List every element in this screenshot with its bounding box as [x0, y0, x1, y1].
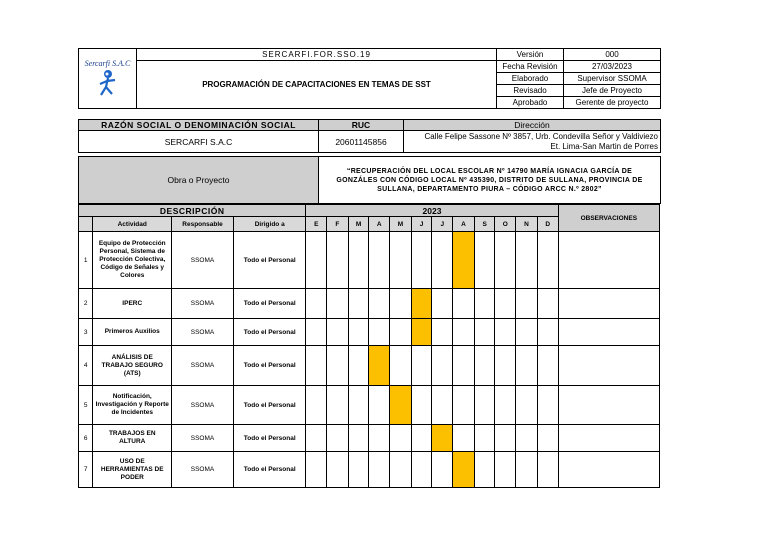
- direccion-value: [404, 131, 661, 153]
- scheduled-month-cell: [411, 319, 432, 346]
- obra-line: GONZÁLES CON CÓDIGO LOCAL Nº 435390, DISTRITO DE SULLANA, PROVINCIA DE: [336, 176, 643, 184]
- month-cell: [411, 346, 432, 386]
- month-cell: [369, 289, 390, 319]
- month-header: D: [537, 217, 558, 232]
- month-cell: [348, 319, 369, 346]
- month-cell: [474, 346, 495, 386]
- month-cell: [390, 346, 412, 386]
- table-row: [79, 425, 660, 452]
- month-cell: [516, 386, 538, 425]
- meta-label: Fecha Revisión: [497, 61, 564, 73]
- meta-value: 000: [564, 49, 661, 61]
- document-sheet: [78, 48, 660, 488]
- project-info: [78, 156, 661, 204]
- month-header: A: [453, 217, 475, 232]
- month-cell: [369, 386, 390, 425]
- activity-cell: IPERC: [93, 289, 172, 319]
- month-cell: [495, 289, 516, 319]
- month-cell: [495, 346, 516, 386]
- month-cell: [495, 319, 516, 346]
- razon-social-header: RAZÓN SOCIAL O DENOMINACIÓN SOCIAL: [79, 120, 319, 131]
- month-cell: [306, 346, 327, 386]
- month-header: O: [495, 217, 516, 232]
- direccion-line: Et. Lima-San Martin de Porres: [550, 141, 658, 151]
- month-cell: [432, 386, 453, 425]
- row-number: 1: [79, 232, 93, 289]
- month-cell: [537, 425, 558, 452]
- month-cell: [432, 232, 453, 289]
- responsible-cell: SSOMA: [172, 346, 234, 386]
- activity-cell: Primeros Auxilios: [93, 319, 172, 346]
- observaciones-header: OBSERVACIONES: [558, 205, 659, 232]
- month-cell: [516, 232, 538, 289]
- table-row: [79, 386, 660, 425]
- month-cell: [495, 425, 516, 452]
- scheduled-month-cell: [390, 386, 412, 425]
- month-cell: [348, 386, 369, 425]
- activity-cell: USO DE HERRAMIENTAS DE PODER: [93, 452, 172, 488]
- training-schedule-table: [78, 204, 660, 488]
- dirigido-header: Dirigido a: [234, 217, 306, 232]
- month-cell: [453, 346, 475, 386]
- month-cell: [369, 232, 390, 289]
- direccion-line: Calle Felipe Sassone Nº 3857, Urb. Condevilla Señor y Valdiviezo: [424, 131, 658, 141]
- target-cell: Todo el Personal: [234, 289, 306, 319]
- table-row: [79, 452, 660, 488]
- month-cell: [474, 452, 495, 488]
- month-cell: [327, 386, 349, 425]
- month-cell: [411, 452, 432, 488]
- month-cell: [432, 346, 453, 386]
- razon-social-value: SERCARFI S.A.C: [79, 131, 319, 153]
- responsable-header: Responsable: [172, 217, 234, 232]
- month-cell: [516, 346, 538, 386]
- month-cell: [390, 319, 412, 346]
- meta-label: Revisado: [497, 85, 564, 97]
- meta-value: Supervisor SSOMA: [564, 73, 661, 85]
- month-cell: [327, 319, 349, 346]
- document-code: SERCARFI.FOR.SSO.19: [137, 49, 497, 61]
- observaciones-cell: [558, 452, 659, 488]
- month-header: J: [432, 217, 453, 232]
- table-row: [79, 319, 660, 346]
- month-cell: [453, 425, 475, 452]
- month-cell: [348, 452, 369, 488]
- table-row: [79, 346, 660, 386]
- scheduled-month-cell: [453, 232, 475, 289]
- month-cell: [516, 319, 538, 346]
- month-header: A: [369, 217, 390, 232]
- scheduled-month-cell: [411, 289, 432, 319]
- month-cell: [432, 289, 453, 319]
- month-cell: [474, 289, 495, 319]
- meta-label: Elaborado: [497, 73, 564, 85]
- row-number: 6: [79, 425, 93, 452]
- target-cell: Todo el Personal: [234, 232, 306, 289]
- month-cell: [327, 289, 349, 319]
- month-cell: [348, 232, 369, 289]
- month-cell: [495, 386, 516, 425]
- month-cell: [369, 319, 390, 346]
- month-cell: [474, 232, 495, 289]
- actividad-header: Actividad: [93, 217, 172, 232]
- month-cell: [453, 319, 475, 346]
- month-cell: [327, 425, 349, 452]
- target-cell: Todo el Personal: [234, 346, 306, 386]
- month-cell: [306, 319, 327, 346]
- ruc-value: 20601145856: [319, 131, 404, 153]
- year-header: 2023: [306, 205, 558, 217]
- row-number: 2: [79, 289, 93, 319]
- ruc-header: RUC: [319, 120, 404, 131]
- meta-value: Jefe de Proyecto: [564, 85, 661, 97]
- month-cell: [537, 386, 558, 425]
- meta-label: Versión: [497, 49, 564, 61]
- month-cell: [495, 232, 516, 289]
- month-cell: [432, 319, 453, 346]
- document-header: [78, 48, 661, 109]
- month-cell: [348, 289, 369, 319]
- month-cell: [537, 289, 558, 319]
- target-cell: Todo el Personal: [234, 319, 306, 346]
- month-cell: [390, 289, 412, 319]
- meta-label: Aprobado: [497, 97, 564, 109]
- descripcion-header: DESCRIPCIÓN: [79, 205, 306, 217]
- responsible-cell: SSOMA: [172, 319, 234, 346]
- responsible-cell: SSOMA: [172, 386, 234, 425]
- meta-value: Gerente de proyecto: [564, 97, 661, 109]
- observaciones-cell: [558, 386, 659, 425]
- observaciones-cell: [558, 289, 659, 319]
- row-number: 5: [79, 386, 93, 425]
- num-header: [79, 217, 93, 232]
- month-cell: [390, 425, 412, 452]
- month-cell: [537, 232, 558, 289]
- table-row: [79, 289, 660, 319]
- month-cell: [474, 319, 495, 346]
- observaciones-cell: [558, 319, 659, 346]
- month-cell: [327, 452, 349, 488]
- observaciones-cell: [558, 346, 659, 386]
- meta-value: 27/03/2023: [564, 61, 661, 73]
- month-cell: [474, 386, 495, 425]
- month-cell: [537, 452, 558, 488]
- month-cell: [327, 346, 349, 386]
- month-cell: [348, 425, 369, 452]
- activity-cell: Equipo de Protección Personal, Sistema de Protección Colectiva, Código de Señales y Colores: [93, 232, 172, 289]
- month-header: N: [516, 217, 538, 232]
- month-cell: [474, 425, 495, 452]
- month-header: J: [411, 217, 432, 232]
- scheduled-month-cell: [432, 425, 453, 452]
- month-header: M: [390, 217, 412, 232]
- responsible-cell: SSOMA: [172, 452, 234, 488]
- company-logo: Sercarfi S.A.C: [79, 49, 137, 109]
- month-header: M: [348, 217, 369, 232]
- obra-line: SULLANA, DEPARTAMENTO PIURA – CÓDIGO ARCC N.º 2802”: [377, 185, 602, 193]
- obra-label: Obra o Proyecto: [79, 157, 319, 204]
- obra-line: “RECUPERACIÓN DEL LOCAL ESCOLAR Nº 14790 MARÍA IGNACIA GARCÍA DE: [346, 167, 633, 175]
- row-number: 3: [79, 319, 93, 346]
- month-cell: [537, 346, 558, 386]
- month-cell: [453, 386, 475, 425]
- month-header: S: [474, 217, 495, 232]
- month-header: E: [306, 217, 327, 232]
- row-number: 7: [79, 452, 93, 488]
- obra-value: [319, 157, 661, 204]
- target-cell: Todo el Personal: [234, 386, 306, 425]
- responsible-cell: SSOMA: [172, 289, 234, 319]
- target-cell: Todo el Personal: [234, 452, 306, 488]
- month-cell: [516, 425, 538, 452]
- month-cell: [411, 232, 432, 289]
- responsible-cell: SSOMA: [172, 425, 234, 452]
- runner-logo-icon: [97, 68, 119, 98]
- table-row: [79, 232, 660, 289]
- scheduled-month-cell: [453, 452, 475, 488]
- month-cell: [516, 452, 538, 488]
- company-info: [78, 119, 661, 153]
- observaciones-cell: [558, 425, 659, 452]
- scheduled-month-cell: [369, 346, 390, 386]
- month-cell: [495, 452, 516, 488]
- month-cell: [306, 452, 327, 488]
- month-cell: [306, 386, 327, 425]
- month-cell: [537, 319, 558, 346]
- month-cell: [306, 232, 327, 289]
- direccion-header: Dirección: [404, 120, 661, 131]
- month-cell: [411, 425, 432, 452]
- month-cell: [327, 232, 349, 289]
- document-title: PROGRAMACIÓN DE CAPACITACIONES EN TEMAS DE SST: [137, 61, 497, 109]
- row-number: 4: [79, 346, 93, 386]
- month-cell: [516, 289, 538, 319]
- month-cell: [411, 386, 432, 425]
- month-cell: [390, 232, 412, 289]
- month-cell: [432, 452, 453, 488]
- month-cell: [390, 452, 412, 488]
- month-cell: [348, 346, 369, 386]
- target-cell: Todo el Personal: [234, 425, 306, 452]
- month-cell: [369, 425, 390, 452]
- activity-cell: TRABAJOS EN ALTURA: [93, 425, 172, 452]
- month-header: F: [327, 217, 349, 232]
- observaciones-cell: [558, 232, 659, 289]
- responsible-cell: SSOMA: [172, 232, 234, 289]
- month-cell: [306, 425, 327, 452]
- activity-cell: Notificación, Investigación y Reporte de Incidentes: [93, 386, 172, 425]
- month-cell: [306, 289, 327, 319]
- activity-cell: ANÁLISIS DE TRABAJO SEGURO (ATS): [93, 346, 172, 386]
- month-cell: [453, 289, 475, 319]
- month-cell: [369, 452, 390, 488]
